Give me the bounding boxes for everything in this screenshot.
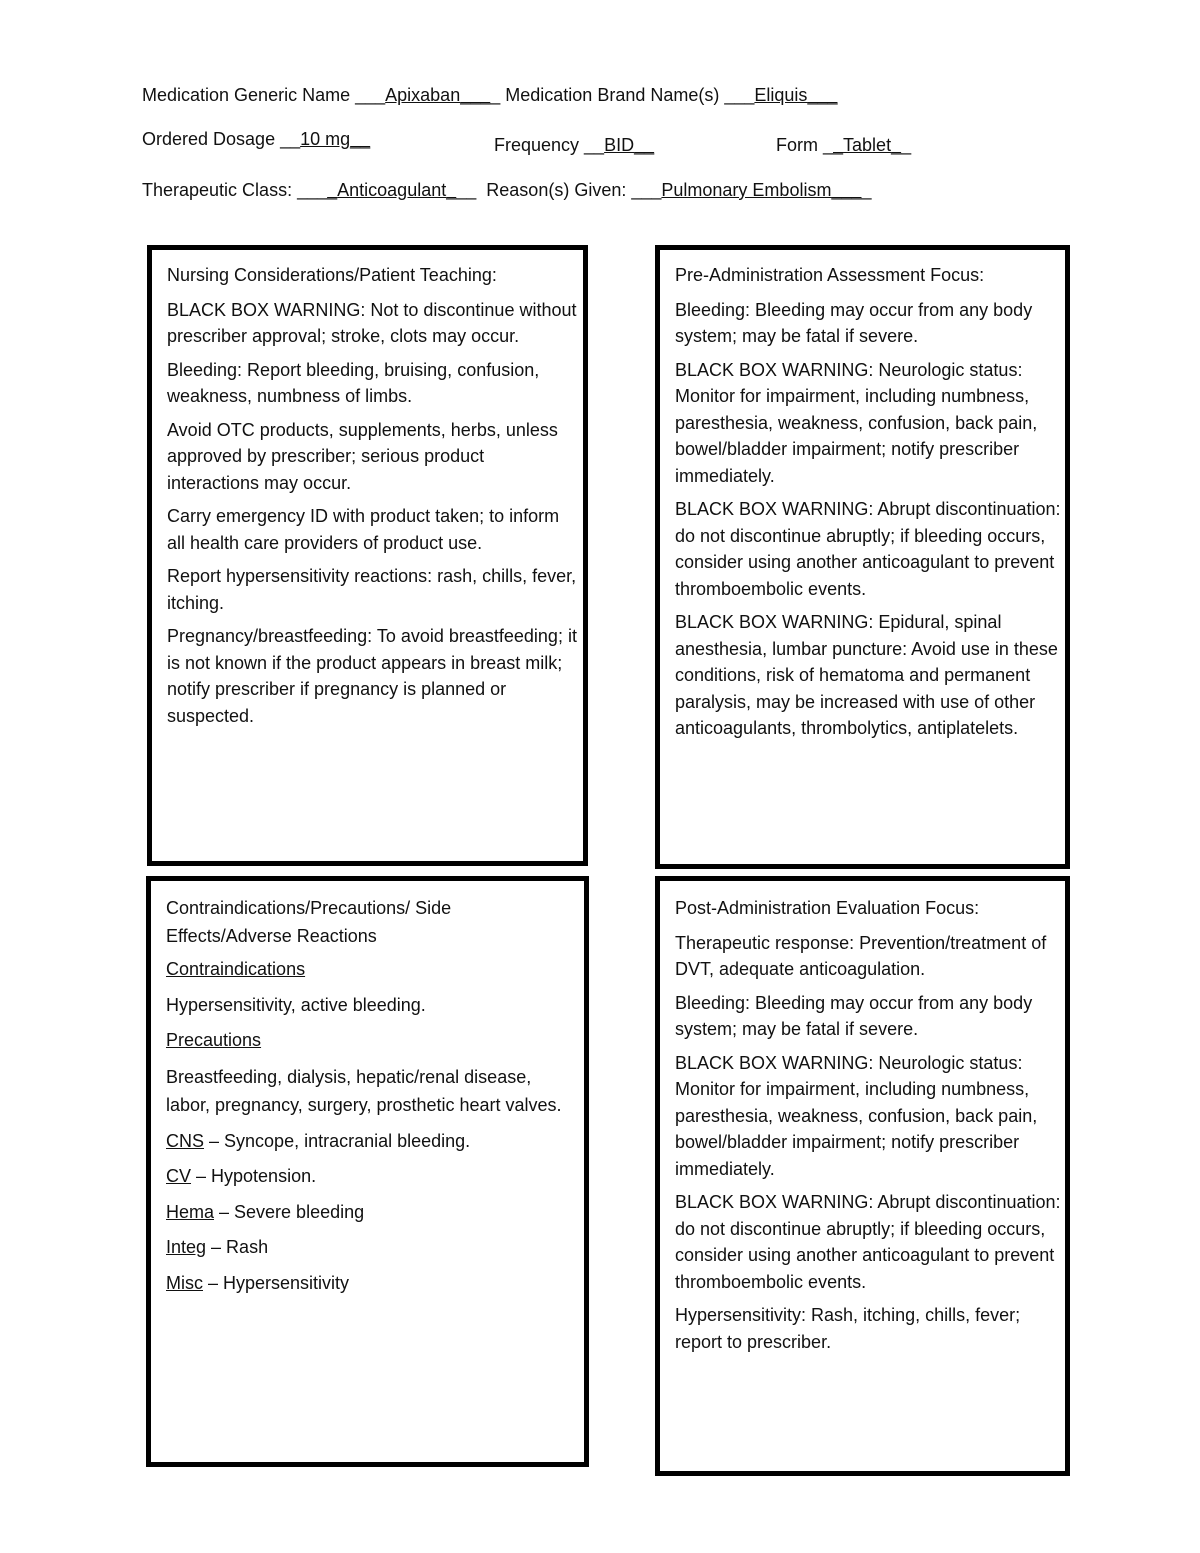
precautions-text: Breastfeeding, dialysis, hepatic/renal disease, labor, pregnancy, surgery, prosthetic heart valves.: [166, 1066, 562, 1115]
header-line-3: Therapeutic Class: ____Anticoagulant___ Reason(s) Given: ___Pulmonary Embolism____: [142, 180, 872, 200]
frequency-value: BID__: [604, 135, 655, 155]
contraindications-box: [146, 876, 589, 1467]
contraindications-text: Hypersensitivity, active bleeding.: [166, 994, 426, 1015]
side-effect-integ: Integ – Rash: [166, 1237, 269, 1257]
nursing-item: Report hypersensitivity reactions: rash, chills, fever, itching.: [167, 566, 577, 613]
pre-admin-title: Pre-Administration Assessment Focus:: [675, 265, 985, 285]
side-effect-misc: Misc – Hypersensitivity: [166, 1272, 350, 1293]
nursing-item: Pregnancy/breastfeeding: To avoid breastfeeding; it is not known if the product appears in breast milk; notify prescriber if pregnancy is planned or suspected.: [167, 626, 577, 726]
class-label: Therapeutic Class:: [142, 180, 293, 200]
pre-admin-item: BLACK BOX WARNING: Epidural, spinal anesthesia, lumbar puncture: Avoid use in these conditions, risk of hematoma and permanent paralysis, may be increased with use of other anticoagulants, thrombolytics, antiplatelets.: [675, 612, 1058, 738]
post-admin-item: BLACK BOX WARNING: Abrupt discontinuation: do not discontinue abruptly; if bleeding occurs, consider using another anticoagulant to prevent thromboembolic events.: [675, 1192, 1061, 1292]
reason-value: Pulmonary Embolism___: [661, 180, 862, 200]
nursing-item: Carry emergency ID with product taken; to inform all health care providers of product use.: [167, 506, 560, 553]
pre-admin-item: Bleeding: Bleeding may occur from any body system; may be fatal if severe.: [675, 299, 1033, 346]
side-effect-hema: Hema – Severe bleeding: [166, 1201, 365, 1222]
form-label: Form: [776, 135, 818, 155]
dosage-label: Ordered Dosage: [142, 129, 276, 149]
pre-admin-item: BLACK BOX WARNING: Neurologic status: Monitor for impairment, including numbness, paresthesia, weakness, confusion, back pain, bowel/bladder impairment; notify prescriber immediately.: [675, 359, 1038, 486]
side-effect-cv: CV – Hypotension.: [166, 1166, 317, 1186]
pre-administration-box: [655, 245, 1070, 869]
class-value: _Anticoagulant_: [327, 180, 457, 200]
nursing-considerations-box: [147, 245, 588, 866]
brand-name-value: Eliquis___: [754, 85, 838, 105]
pre-admin-item: BLACK BOX WARNING: Abrupt discontinuation: do not discontinue abruptly; if bleeding occurs, consider using another anticoagulant to prevent thromboembolic events.: [675, 499, 1061, 599]
reason-label: Reason(s) Given:: [486, 180, 627, 200]
form-value: _Tablet_: [833, 135, 902, 155]
nursing-item: Avoid OTC products, supplements, herbs, unless approved by prescriber; serious product interactions may occur.: [167, 419, 558, 493]
precautions-heading: Precautions: [166, 1030, 262, 1050]
nursing-title: Nursing Considerations/Patient Teaching:: [167, 265, 497, 285]
nursing-item: Bleeding: Report bleeding, bruising, confusion, weakness, numbness of limbs.: [167, 359, 540, 406]
post-admin-item: BLACK BOX WARNING: Neurologic status: Monitor for impairment, including numbness, paresthesia, weakness, confusion, back pain, bowel/bladder impairment; notify prescriber immediately.: [675, 1052, 1038, 1179]
nursing-item: BLACK BOX WARNING: Not to discontinue without prescriber approval; stroke, clots may occur.: [167, 299, 577, 346]
post-admin-item: Bleeding: Bleeding may occur from any body system; may be fatal if severe.: [675, 992, 1033, 1039]
contraindications-heading: Contraindications: [166, 959, 306, 979]
post-admin-item: Hypersensitivity: Rash, itching, chills, fever; report to prescriber.: [675, 1305, 1021, 1352]
post-admin-title: Post-Administration Evaluation Focus:: [675, 898, 980, 918]
form-field: Form __Tablet__: [776, 135, 912, 155]
post-admin-item: Therapeutic response: Prevention/treatment of DVT, adequate anticoagulation.: [675, 932, 1047, 979]
side-effect-cns: CNS – Syncope, intracranial bleeding.: [166, 1130, 471, 1151]
contra-title: Contraindications/Precautions/ Side Effects/Adverse Reactions: [166, 898, 452, 946]
ordered-dosage-field: Ordered Dosage __10 mg__: [142, 129, 371, 149]
header-line-1: Medication Generic Name ___Apixaban____ Medication Brand Name(s) ___Eliquis___: [142, 85, 838, 105]
post-administration-box: [655, 876, 1070, 1476]
dosage-value: 10 mg__: [300, 129, 371, 149]
frequency-field: Frequency __BID__: [494, 135, 655, 155]
generic-name-label: Medication Generic Name: [142, 85, 351, 105]
frequency-label: Frequency: [494, 135, 580, 155]
generic-name-value: Apixaban___: [385, 85, 491, 105]
brand-name-label: Medication Brand Name(s): [505, 85, 720, 105]
